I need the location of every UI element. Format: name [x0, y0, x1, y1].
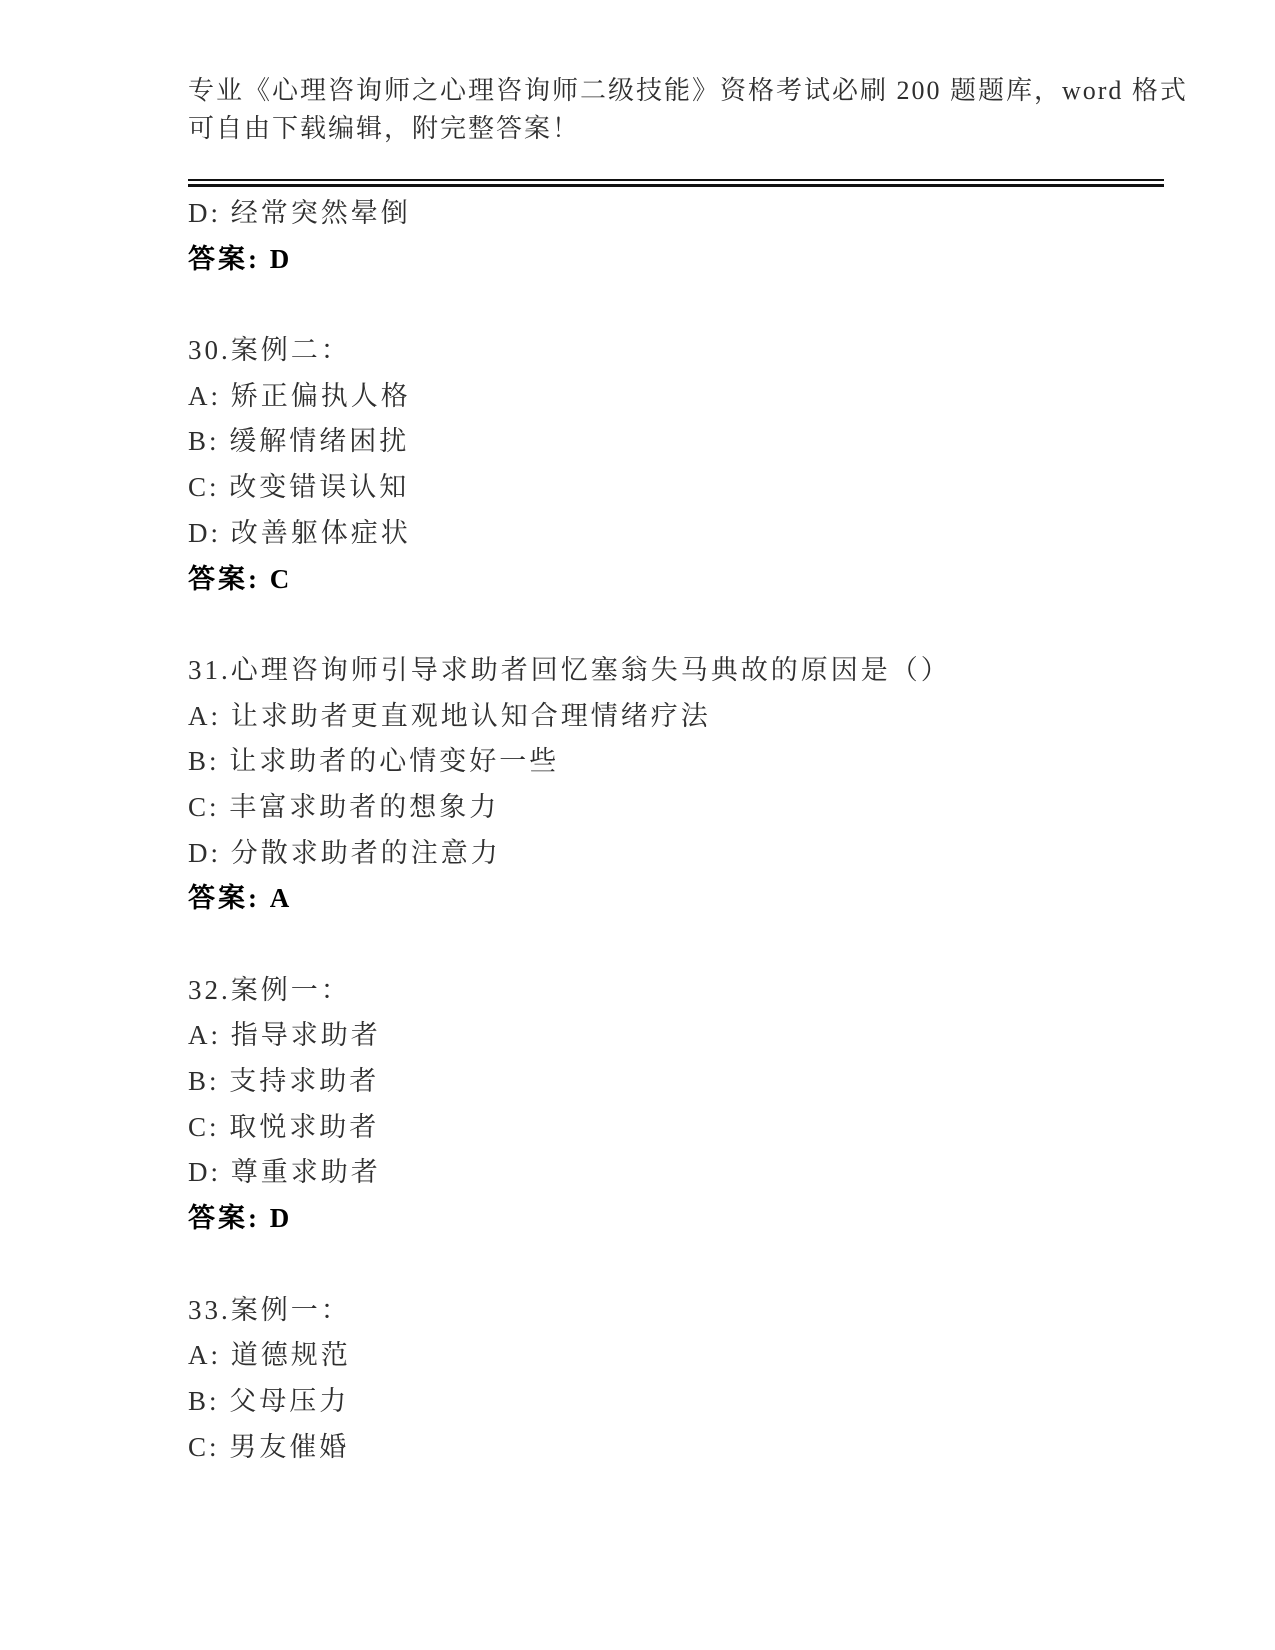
header-line-2: 可自由下载编辑，附完整答案！	[188, 113, 581, 143]
question-line: 30.案例二：	[188, 335, 351, 366]
blank-line	[188, 1242, 1168, 1288]
option-line: D: 尊重求助者	[188, 1157, 381, 1188]
option-line: C: 男友催婚	[188, 1431, 350, 1462]
blank-line	[188, 922, 1168, 968]
option-line: D: 分散求助者的注意力	[188, 837, 501, 868]
header-divider	[188, 179, 1164, 187]
document-body	[188, 191, 1168, 1470]
option-line: A: 矫正偏执人格	[188, 380, 411, 411]
blank-line	[188, 602, 1168, 648]
question-line: 32.案例一：	[188, 974, 351, 1005]
option-line: D: 经常突然晕倒	[188, 198, 411, 228]
option-line: D: 改善躯体症状	[188, 517, 411, 548]
option-line: C: 丰富求助者的想象力	[188, 791, 500, 822]
answer-line: 答案: A	[188, 883, 293, 914]
page-header	[188, 72, 1188, 147]
option-line: B: 让求助者的心情变好一些	[188, 746, 560, 777]
answer-line: 答案: D	[188, 1203, 293, 1234]
option-line: C: 取悦求助者	[188, 1111, 380, 1142]
option-line: C: 改变错误认知	[188, 472, 410, 503]
header-line-1: 专业《心理咨询师之心理咨询师二级技能》资格考试必刷 200 题题库，word 格式	[188, 76, 1188, 105]
answer-line: 答案: D	[188, 243, 293, 274]
option-line: A: 指导求助者	[188, 1020, 381, 1051]
option-line: A: 道德规范	[188, 1340, 351, 1371]
option-line: B: 缓解情绪困扰	[188, 426, 410, 457]
blank-line	[188, 282, 1168, 328]
question-line: 31.心理咨询师引导求助者回忆塞翁失马典故的原因是（）	[188, 654, 951, 685]
question-line: 33.案例一：	[188, 1294, 351, 1325]
answer-line: 答案: C	[188, 563, 293, 594]
option-line: B: 支持求助者	[188, 1066, 380, 1097]
option-line: A: 让求助者更直观地认知合理情绪疗法	[188, 700, 711, 731]
option-line: B: 父母压力	[188, 1385, 350, 1416]
